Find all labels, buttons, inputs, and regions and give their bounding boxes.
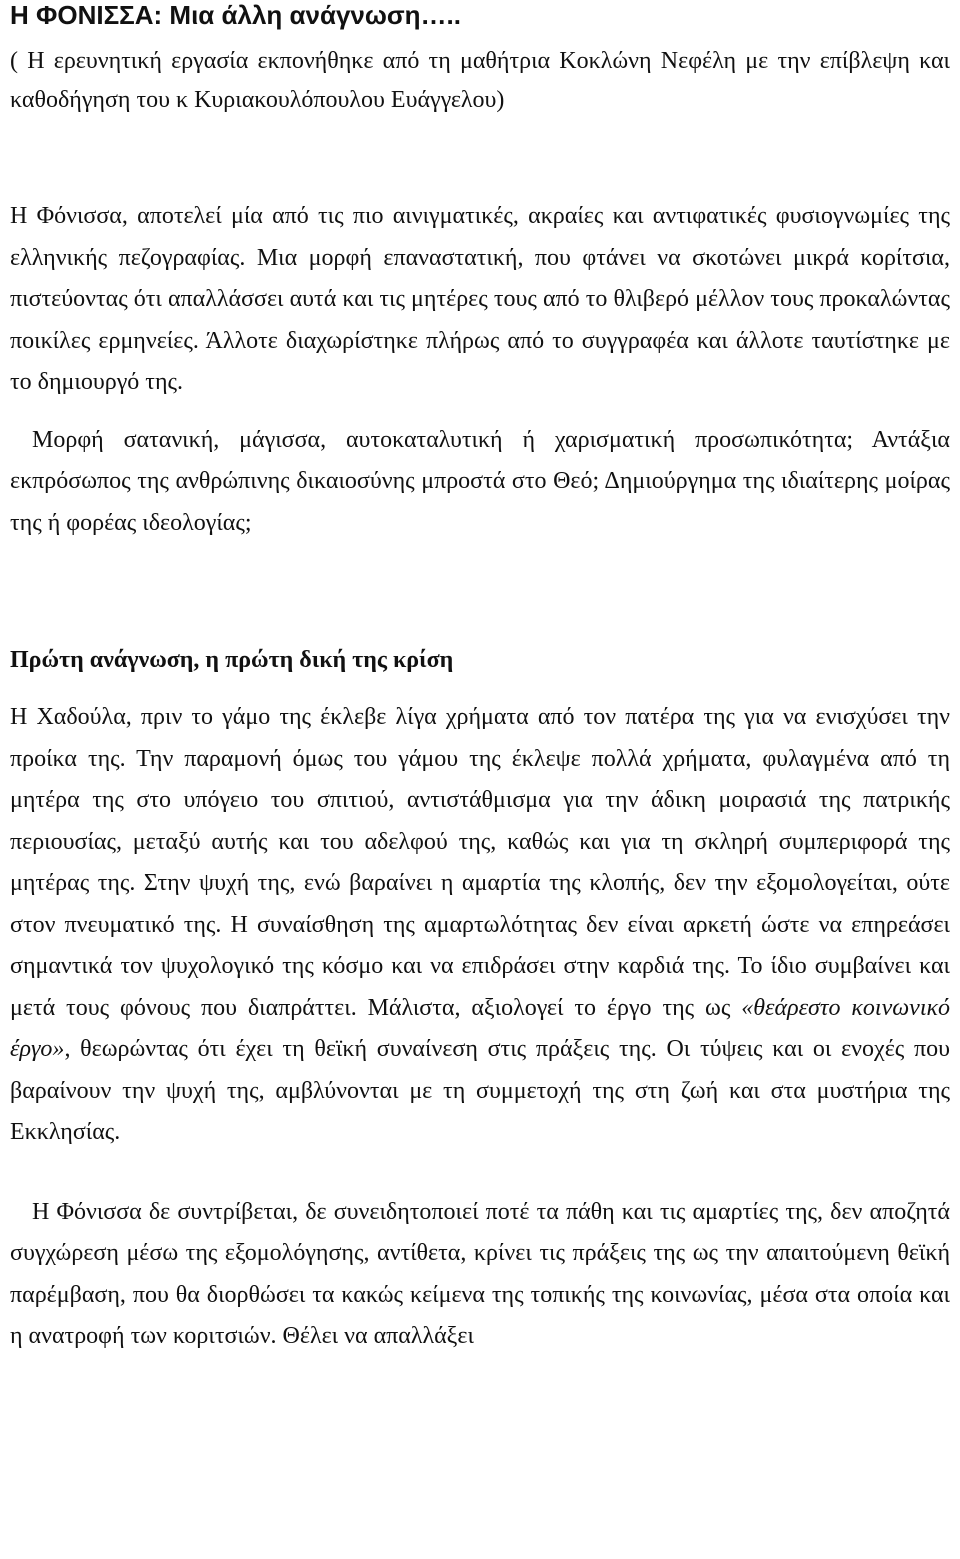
section-heading: Πρώτη ανάγνωση, η πρώτη δική της κρίση xyxy=(10,647,454,673)
first-reading-text-after: , θεωρώντας ότι έχει τη θεϊκή συναίνεση στις πράξεις της. Οι τύψεις και οι ενοχές που βαραίνουν την ψυχή της, αμβλύνονται με τη συμμετοχή της στη ζωή και στα μυστήρια της Εκκλησίας. xyxy=(10,1036,950,1145)
first-reading-quote: «θεάρεστο κοινωνικό έργο» xyxy=(10,994,950,1062)
last-paragraph: Η Φόνισσα δε συντρίβεται, δε συνειδητοποιεί ποτέ τα πάθη και τις αμαρτίες της, δεν αποζητά συγχώρεση μέσω της εξομολόγησης, αντίθετα, κρίνει τις πράξεις της ως την απαιτούμενη θεϊκή παρέμβαση, που θα διορθώσει τα κακώς κείμενα της τοπικής της κοινωνίας, μέσα στα οποία και η ανατροφή των κοριτσιών. Θέλει να απαλλάξει xyxy=(10,1198,950,1349)
intro-paragraph: Η Φόνισσα, αποτελεί μία από τις πιο αινιγματικές, ακραίες και αντιφατικές φυσιογνωμίες της ελληνικής πεζογραφίας. Μια μορφή επαναστατική, που φτάνει να σκοτώνει μικρά κορίτσια, πιστεύοντας ότι απαλλάσσει αυτά και τις μητέρες τους από το θλιβερό μέλλον τους προκαλώντας ποικίλες ερμηνείες. Άλλοτε διαχωρίστηκε πλήρως από το συγγραφέα και άλλοτε ταυτίστηκε με το δημιουργό της. xyxy=(10,203,950,395)
document-title: Η ΦΟΝΙΣΣΑ: Μια άλλη ανάγνωση….. xyxy=(10,0,461,30)
first-reading-text-before: Η Χαδούλα, πριν το γάμο της έκλεβε λίγα χρήματα από τον πατέρα της για να ενισχύσει την προίκα της. Την παραμονή όμως του γάμου της έκλεψε πολλά χρήματα, φυλαγμένα από τη μητέρα της στο υπόγειο του σπιτιού, αντιστάθμισμα για την άδικη μοιρασιά της πατρικής περιουσίας, μεταξύ αυτής και του αδελφού της, καθώς και για τη σκληρή συμπεριφορά της μητέρας της. Στην ψυχή της, ενώ βαραίνει η αμαρτία της κλοπής, δεν την εξομολογείται, ούτε στον πνευματικό της. Η συναίσθηση της αμαρτωλότητας δεν είναι αρκετή ώστε να επηρεάσει σημαντικά τον ψυχολογικό της κόσμο και να επιδράσει στην καρδιά της. Το ίδιο συμβαίνει και μετά τους φόνους που διαπράττει. Μάλιστα, αξιολογεί το έργο της ως xyxy=(10,704,950,1021)
first-reading-paragraph xyxy=(10,697,950,1154)
questions-paragraph: Μορφή σατανική, μάγισσα, αυτοκαταλυτική ή χαρισματική προσωπικότητα; Αντάξια εκπρόσωπος της ανθρώπινης δικαιοσύνης μπροστά στο Θεό; Δημιούργημα της ιδιαίτερης μοίρας της ή φορέας ιδεολογίας; xyxy=(10,426,950,536)
credit-note: ( Η ερευνητική εργασία εκπονήθηκε από τη μαθήτρια Κοκλώνη Νεφέλη με την επίβλεψη και καθοδήγηση του κ Κυριακουλόπουλου Ευάγγελου) xyxy=(10,48,950,113)
